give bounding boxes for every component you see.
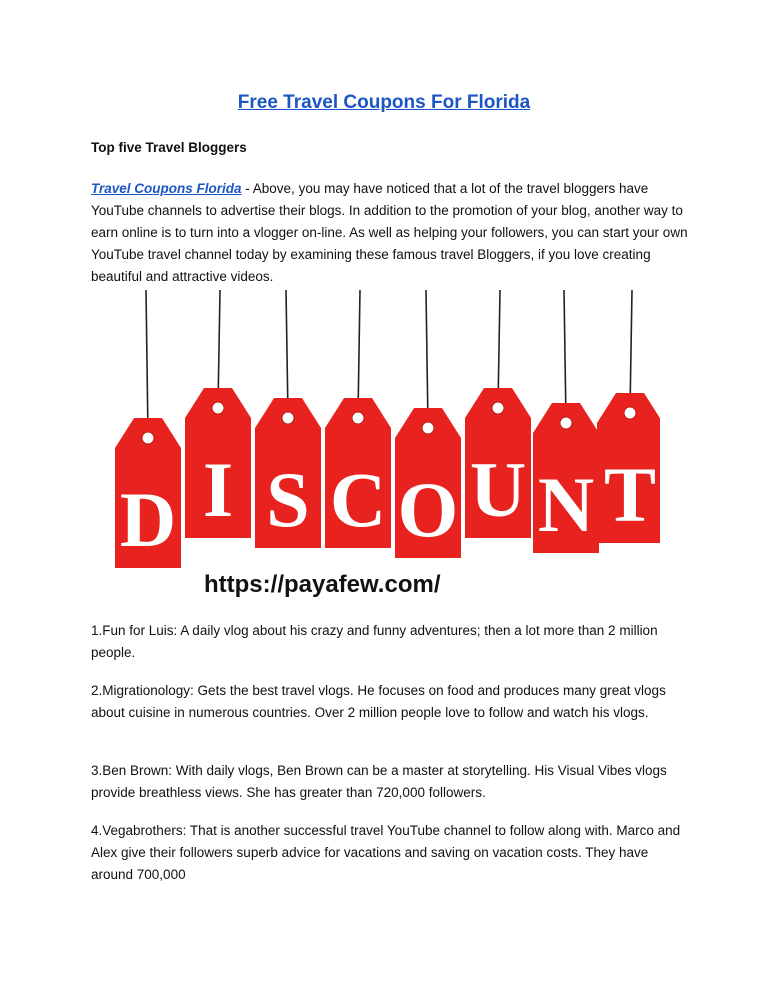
tag-letter: U (469, 446, 527, 533)
tag-letter: I (202, 446, 234, 533)
section-heading: Top five Travel Bloggers (91, 140, 247, 155)
list-item: 4.Vegabrothers: That is another successful travel YouTube channel to follow along with. Marco and Alex give their followers superb advice for vacations and saving on vacation costs. They have around 700,000 (91, 823, 681, 882)
page-title: Free Travel Coupons For Florida (237, 92, 531, 113)
tag-letter: C (329, 456, 387, 543)
list-item: 3.Ben Brown: With daily vlogs, Ben Brown can be a master at storytelling. His Visual Vibes vlogs provide breathless views. She has greater than 720,000 followers. (91, 763, 667, 800)
list-item: 2.Migrationology: Gets the best travel vlogs. He focuses on food and produces many great vlogs about cuisine in numerous countries. Over 2 million people love to follow and watch his vlogs. (91, 683, 666, 720)
tag-letter: O (397, 466, 459, 553)
discount-tags-image (108, 290, 660, 608)
discount-tag (597, 290, 660, 543)
intro-text: - Above, you may have noticed that a lot of the travel bloggers have YouTube channels to advertise their blogs. In addition to the promotion of your blog, another way to earn online is to turn into a vlogger on-line. As well as helping your followers, you can start your own YouTube travel channel today by examining these famous travel Bloggers, if you love creating beautiful and attractive videos. (91, 181, 688, 284)
intro-paragraph (91, 178, 691, 288)
discount-tag (255, 290, 321, 548)
url-caption: https://payafew.com/ (204, 571, 441, 598)
discount-tag (325, 290, 391, 548)
discount-tag (465, 290, 531, 538)
tag-letter: S (266, 456, 310, 543)
discount-tag (185, 290, 251, 538)
tag-letter: D (119, 476, 177, 563)
discount-tag (395, 290, 461, 558)
list-item: 1.Fun for Luis: A daily vlog about his crazy and funny adventures; then a lot more than 2 million people. (91, 623, 658, 660)
discount-tag (533, 290, 599, 553)
tag-letter: T (603, 451, 657, 538)
travel-coupons-link[interactable]: Travel Coupons Florida (91, 181, 242, 196)
discount-tag (115, 290, 181, 568)
tag-letter: N (537, 461, 595, 548)
